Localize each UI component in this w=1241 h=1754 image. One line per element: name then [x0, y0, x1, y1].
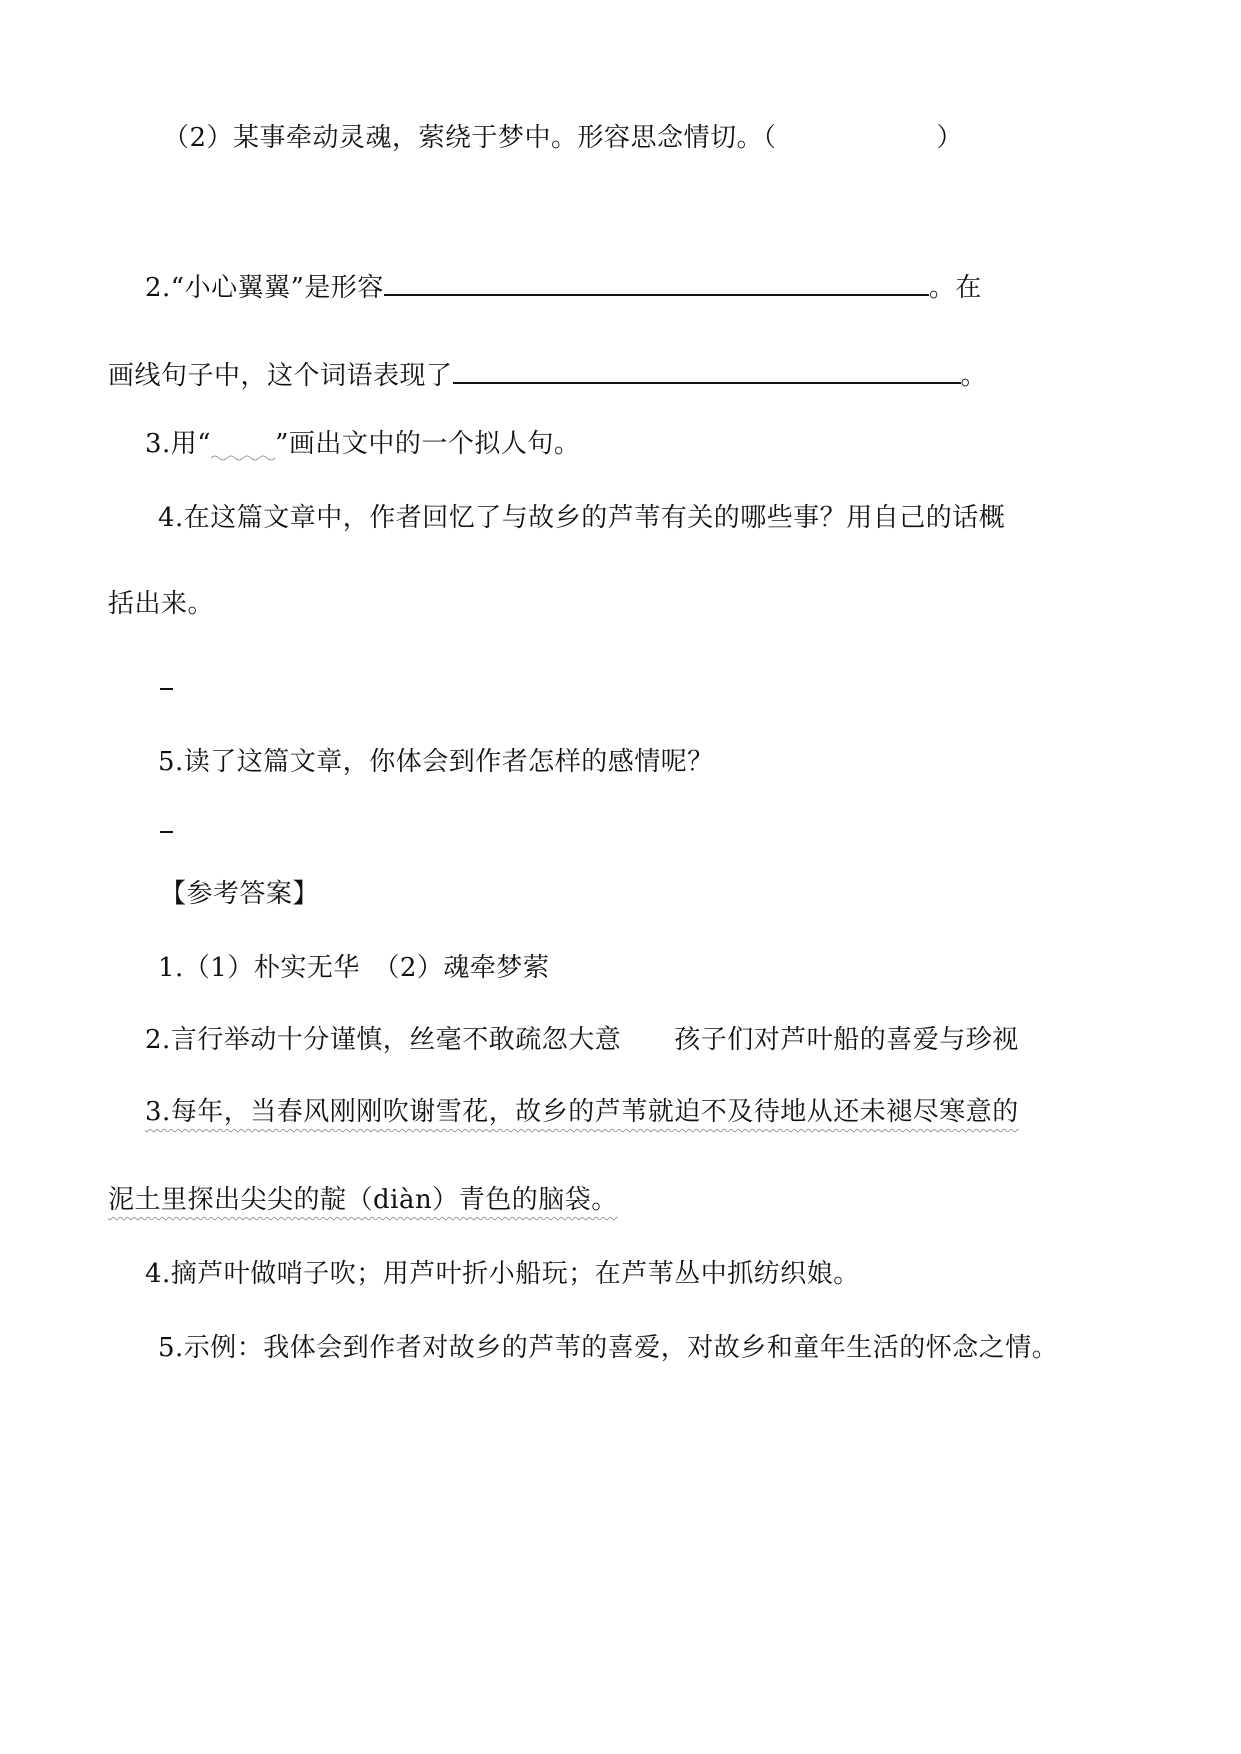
- answer-2: 2.言行举动十分谨慎，丝毫不敢疏忽大意 孩子们对芦叶船的喜爱与珍视: [145, 1025, 1019, 1055]
- question-2-line-1: [145, 268, 982, 304]
- question-4-line-2: 括出来。: [108, 589, 215, 619]
- answer-4: 4.摘芦叶做哨子吹；用芦叶折小船玩；在芦苇丛中抓纺织娘。: [145, 1259, 860, 1289]
- question-5: 5.读了这篇文章，你体会到作者怎样的感情呢？: [158, 747, 714, 777]
- question-4-answer-blank[interactable]: [160, 688, 173, 690]
- question-2-blank-2[interactable]: [453, 356, 961, 384]
- answer-3-line-2-text: 泥土里探出尖尖的靛（diàn）青色的脑袋。: [108, 1185, 618, 1215]
- answer-3-line-1-text: 3.每年，当春风刚刚吹谢雪花，故乡的芦苇就迫不及待地从还未褪尽寒意的: [145, 1097, 1019, 1127]
- question-1-part-2-text: （2）某事牵动灵魂，萦绕于梦中。形容思念情切。（: [163, 123, 777, 153]
- answer-3-line-2: [108, 1184, 618, 1216]
- answer-5: 5.示例：我体会到作者对故乡的芦苇的喜爱，对故乡和童年生活的怀念之情。: [158, 1333, 1059, 1363]
- question-3: [145, 426, 580, 460]
- question-1-part-2: [163, 122, 963, 154]
- question-2-line-2-prefix: 画线句子中，这个词语表现了: [108, 361, 453, 391]
- answer-3-line-1: [145, 1096, 1019, 1128]
- question-1-part-2-close: ）: [936, 123, 964, 153]
- wavy-underline-sample: [211, 426, 275, 452]
- question-2-prefix: 2.“小心翼翼”是形容: [145, 273, 384, 303]
- question-3-prefix: 3.用“: [145, 429, 212, 459]
- question-2-suffix: 。在: [928, 273, 982, 303]
- question-3-suffix: ”画出文中的一个拟人句。: [275, 429, 581, 459]
- answers-heading: 【参考答案】: [160, 879, 320, 909]
- question-4-line-1: 4.在这篇文章中，作者回忆了与故乡的芦苇有关的哪些事？用自己的话概: [158, 503, 1006, 533]
- question-2-blank-1[interactable]: [384, 268, 929, 296]
- question-5-answer-blank[interactable]: [160, 831, 173, 833]
- question-2-line-2-suffix: 。: [960, 361, 988, 391]
- answer-1: 1.（1）朴实无华 （2）魂牵梦萦: [158, 953, 550, 983]
- question-2-line-2: [108, 356, 987, 392]
